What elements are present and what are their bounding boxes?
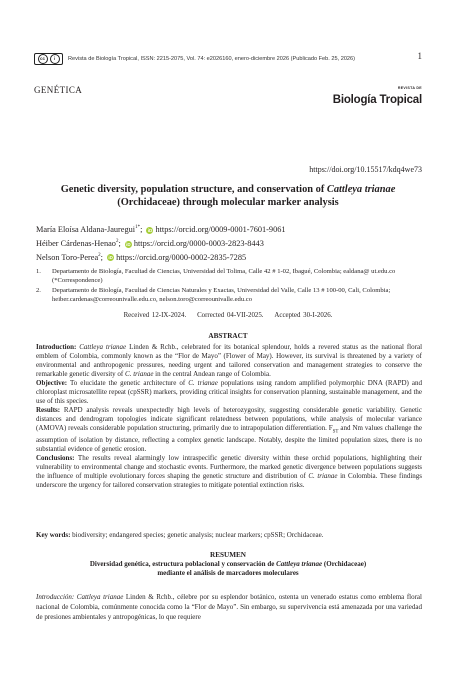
abstract-results [36, 406, 422, 454]
journal-header-line [34, 53, 355, 65]
resumen-intro-label: Introducción: [36, 593, 75, 601]
affiliation-text: Departamento de Biología, Facultad de Ciencias Naturales y Exactas, Universidad del Valle, Calle 13 # 100-00, Cali, Colombia; heiber.cardenas@correounivalle.edu.co, nelson.toro@correounivalle.edu.co [52, 287, 391, 303]
orcid-link[interactable]: https://orcid.org/0000-0002-2835-7285 [116, 252, 247, 262]
resumen-title-part-2: (Orchidaceae) [322, 560, 367, 568]
species-name: Cattleya trianae [76, 593, 124, 601]
species-name: Cattleya trianae [276, 560, 323, 568]
author-affiliation-mark: 2 [115, 238, 119, 244]
resumen-intro-text: Linden & Rchb., célebre por su esplendor botánico, ostenta un venerado estatus como emblema floral nacional de Colombia, comúnmente conocida como la “Flor de Mayo”. Sin embargo, su supervivencia está amenazada por una variedad de presiones ambientales y antropogénicas, lo que requiere [36, 593, 422, 621]
author-name: Nelson Toro-Perea [36, 252, 99, 262]
affiliation-1 [36, 267, 424, 285]
journal-logo-small: REVISTA DE [397, 86, 422, 90]
objective-label: Objective: [36, 379, 68, 387]
creative-commons-license-icon[interactable] [34, 53, 63, 65]
keywords [36, 531, 422, 540]
intro-text-end: in the central Andean range of Colombia. [153, 370, 271, 378]
orcid-icon: iD [126, 241, 131, 247]
section-label: GENÉTICA [34, 85, 83, 95]
orcid-icon: iD [147, 227, 153, 233]
objective-text: To elucidate the genetic architecture of [67, 379, 189, 387]
journal-logo-big: Biología Tropical [332, 94, 422, 106]
keywords-text: biodiversity; endangered species; genetic analysis; nuclear markers; cpSSR; Orchidaceae. [70, 531, 324, 539]
orcid-link[interactable]: https://orcid.org/0000-0003-2823-8443 [133, 238, 264, 248]
species-name: C. trianae [125, 370, 154, 378]
doi-link[interactable]: https://doi.org/10.15517/kdq4we73 [309, 165, 422, 174]
affiliation-text: Departamento de Biología, Facultad de Ciencias, Universidad del Tolima, Calle 42 # 1-02, Ibagué, Colombia; ealdana@ ut.edu.co (*Correspondence) [52, 268, 396, 284]
by-icon: i [50, 54, 60, 64]
conclusions-label: Conclusions: [36, 454, 75, 463]
title-part-1: Genetic diversity, population structure, and conservation of [60, 184, 327, 195]
keywords-label: Key words: [36, 531, 71, 539]
abstract-heading: ABSTRACT [208, 332, 248, 340]
abstract-introduction [36, 343, 422, 379]
intro-label: Introduction: [36, 343, 77, 351]
affiliation-number: 1. [36, 268, 41, 275]
conclusions-text-end: in Colombia. These findings underscore the urgency for tailored conservation strategies to mitigate potential extinction risks. [36, 472, 423, 490]
fst-subscript: ST [332, 429, 339, 435]
author-row: Nelson Toro-Perea$^2$; iD https://orcid.org/0000-0002-2835-7285 [36, 252, 247, 262]
author-row: Héiber Cárdenas-Henao$^2$; iD https://orcid.org/0000-0003-2823-8443 [36, 238, 264, 248]
results-label: Results: [36, 406, 61, 414]
resumen-body [36, 592, 422, 622]
results-text: RAPD analysis reveals unexpectedly high levels of heterozygosity, suggesting considerable genetic variability. Genetic distances and dendrogram topologies indicate significant relatedness between populations, while analysis of molecular variance (AMOVA) reveals considerable population structuring, primarily due to intrapopulation differentiation. F [36, 406, 422, 432]
journal-logo [333, 86, 422, 108]
species-name: Cattleya trianae [79, 343, 127, 351]
objective-text-end: populations using random amplified polymorphic DNA (RAPD) and chloroplast microsatellite repeat (cpSSR) markers, providing critical insights for conservation planning, sustainable management, and the use of this species. [36, 379, 422, 405]
results-text-end: and Nm values challenge the assumption of isolation by distance, reflecting a complex genetic landscape. Notably, despite the limited population sizes, there is no substantial evidence of genetic erosion. [36, 424, 423, 454]
author-affiliation-mark: 2 [98, 252, 101, 258]
affiliation-number: 2. [36, 287, 41, 294]
cc-icon: cc [38, 54, 48, 64]
journal-citation-line: Revista de Biología Tropical, ISSN: 2215-2075, Vol. 74: e2026160, enero-diciembre 2026 (Publicado Feb. 25, 2026) [68, 56, 356, 62]
page-number: 1 [417, 51, 422, 61]
abstract-body [36, 343, 422, 490]
resumen-heading: RESUMEN [210, 551, 246, 559]
conclusions-text: The results reveal alarmingly low intraspecific genetic diversity within these orchid populations, highlighting their vulnerability to environmental change and stochastic events. Furthermore, the marked genetic divergence between populations suggests the influence of multiple evolutionary forces shaping the genetic structure and distribution of [36, 454, 422, 481]
article-dates [34, 312, 422, 319]
author-list [36, 222, 286, 263]
orcid-icon: iD [108, 255, 113, 261]
author-name: María Eloísa Aldana-Jauregui [36, 224, 136, 234]
title-species: Cattleya trianae [326, 184, 396, 195]
received-date: Received 12-IX-2024. [123, 312, 187, 319]
resumen-title-part-1: Diversidad genética, estructura poblacional y conservación de [89, 560, 277, 568]
orcid-link[interactable]: https://orcid.org/0009-0001-7601-9061 [155, 224, 286, 234]
species-name: C. trianae [188, 379, 218, 387]
article-title [34, 183, 422, 209]
abstract-conclusions [36, 454, 422, 490]
author-name: Héiber Cárdenas-Henao [36, 238, 116, 248]
author-row: María Eloísa Aldana-Jauregui$^{1*}$; iD https://orcid.org/0009-0001-7601-9061 [36, 224, 286, 234]
affiliation-2 [36, 286, 424, 304]
resumen-title-line-2: mediante el análisis de marcadores moleculares [157, 569, 299, 577]
species-name: C. trianae [308, 472, 338, 481]
title-part-2: (Orchidaceae) through molecular marker analysis [117, 197, 339, 208]
accepted-date: Accepted 30-I-2026. [274, 312, 333, 319]
resumen-title [34, 560, 422, 578]
corrected-date: Corrected 04-VII-2025. [197, 312, 264, 319]
abstract-objective [36, 379, 422, 406]
intro-text: Linden & Rchb., celebrated for its botanical splendour, holds a revered status as the national floral emblem of Colombia, commonly known as the “Flor de Mayo” (Flower of May). However, its survival is threatened by a variety of environmental and anthropogenic pressures, needing urgent and tailored conservation and management strategies to conserve the remarkable genetic diversity of [36, 343, 423, 378]
author-affiliation-mark: 1* [135, 225, 141, 230]
